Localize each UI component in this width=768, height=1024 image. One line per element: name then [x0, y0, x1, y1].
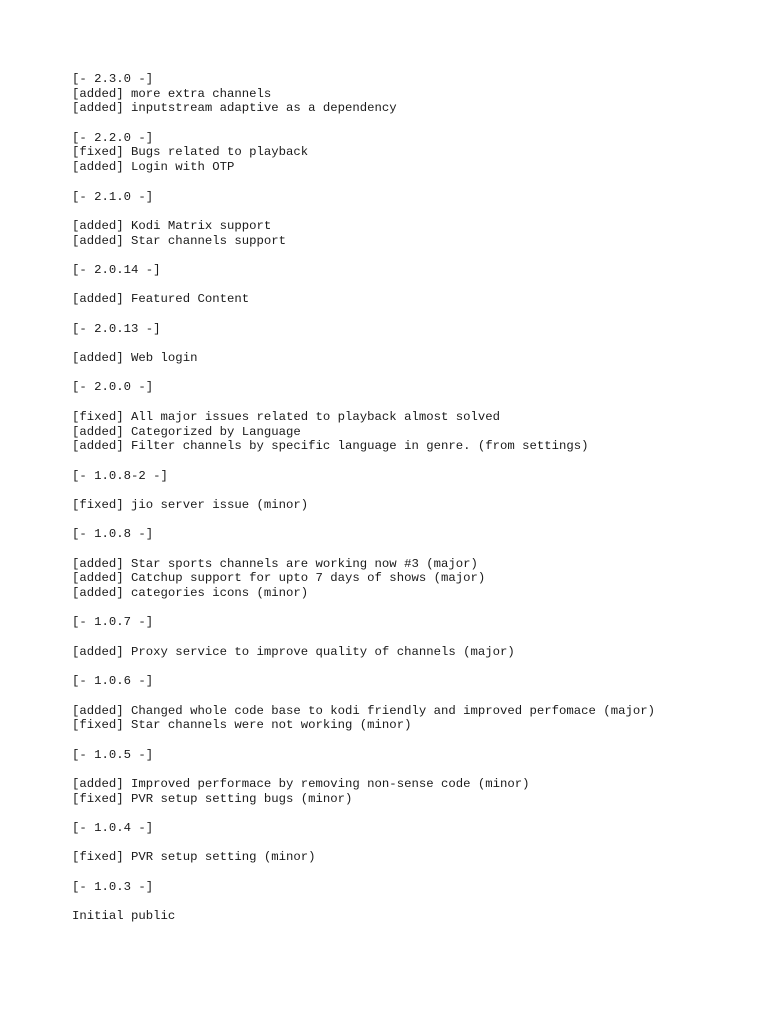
fixed-entry: [fixed] PVR setup setting (minor): [72, 850, 316, 865]
version-heading: [- 2.0.14 -]: [72, 262, 161, 277]
version-heading: [- 1.0.5 -]: [72, 747, 154, 762]
blank-line: [72, 542, 655, 557]
added-entry: [added] Changed whole code base to kodi friendly and improved perfomace (major): [72, 703, 655, 718]
version-heading: [- 2.0.13 -]: [72, 321, 161, 336]
added-entry: [added] Categorized by Language: [72, 424, 301, 439]
blank-line: [72, 175, 655, 190]
blank-line: [72, 336, 655, 351]
version-heading: [- 2.0.0 -]: [72, 380, 154, 395]
version-heading: [- 2.3.0 -]: [72, 72, 154, 86]
blank-line: [72, 307, 655, 322]
fixed-entry: [fixed] All major issues related to playback almost solved: [72, 409, 501, 424]
blank-line: [72, 836, 655, 851]
added-entry: [added] Filter channels by specific language in genre. (from settings): [72, 439, 589, 454]
fixed-entry: [fixed] Bugs related to playback: [72, 145, 309, 160]
blank-line: [72, 865, 655, 880]
blank-line: [72, 806, 655, 821]
blank-line: [72, 278, 655, 293]
version-heading: [- 1.0.6 -]: [72, 674, 154, 689]
version-heading: [- 1.0.8 -]: [72, 527, 154, 542]
blank-line: [72, 601, 655, 616]
added-entry: [added] more extra channels: [72, 86, 272, 101]
changelog-line: Initial public: [72, 909, 176, 924]
blank-line: [72, 513, 655, 528]
added-entry: [added] Improved performace by removing non-sense code (minor): [72, 777, 530, 791]
added-entry: [added] Kodi Matrix support: [72, 218, 272, 233]
blank-line: [72, 895, 655, 910]
blank-line: [72, 204, 655, 219]
blank-line: [72, 366, 655, 381]
blank-line: [72, 733, 655, 748]
blank-line: [72, 483, 655, 498]
version-heading: [- 1.0.4 -]: [72, 821, 154, 836]
blank-line: [72, 116, 655, 131]
added-entry: [added] Featured Content: [72, 292, 250, 307]
fixed-entry: [fixed] jio server issue (minor): [72, 497, 309, 512]
version-heading: [- 1.0.7 -]: [72, 615, 154, 630]
blank-line: [72, 689, 655, 704]
blank-line: [72, 660, 655, 675]
fixed-entry: [fixed] Star channels were not working (minor): [72, 718, 412, 733]
added-entry: [added] inputstream adaptive as a dependency: [72, 101, 397, 116]
added-entry: [added] Web login: [72, 351, 198, 366]
added-entry: [added] Star sports channels are working now #3 (major): [72, 556, 478, 571]
added-entry: [added] Catchup support for upto 7 days of shows (major): [72, 571, 486, 586]
added-entry: [added] Proxy service to improve quality of channels (major): [72, 644, 515, 659]
added-entry: [added] Login with OTP: [72, 160, 235, 175]
blank-line: [72, 454, 655, 469]
version-heading: [- 2.2.0 -]: [72, 130, 154, 145]
added-entry: [added] Star channels support: [72, 233, 287, 248]
added-entry: [added] categories icons (minor): [72, 586, 309, 601]
version-heading: [- 1.0.8-2 -]: [72, 468, 168, 483]
blank-line: [72, 395, 655, 410]
blank-line: [72, 630, 655, 645]
blank-line: [72, 762, 655, 777]
changelog-text: [72, 72, 655, 924]
version-heading: [- 2.1.0 -]: [72, 189, 154, 204]
blank-line: [72, 248, 655, 263]
fixed-entry: [fixed] PVR setup setting bugs (minor): [72, 791, 353, 806]
version-heading: [- 1.0.3 -]: [72, 879, 154, 894]
